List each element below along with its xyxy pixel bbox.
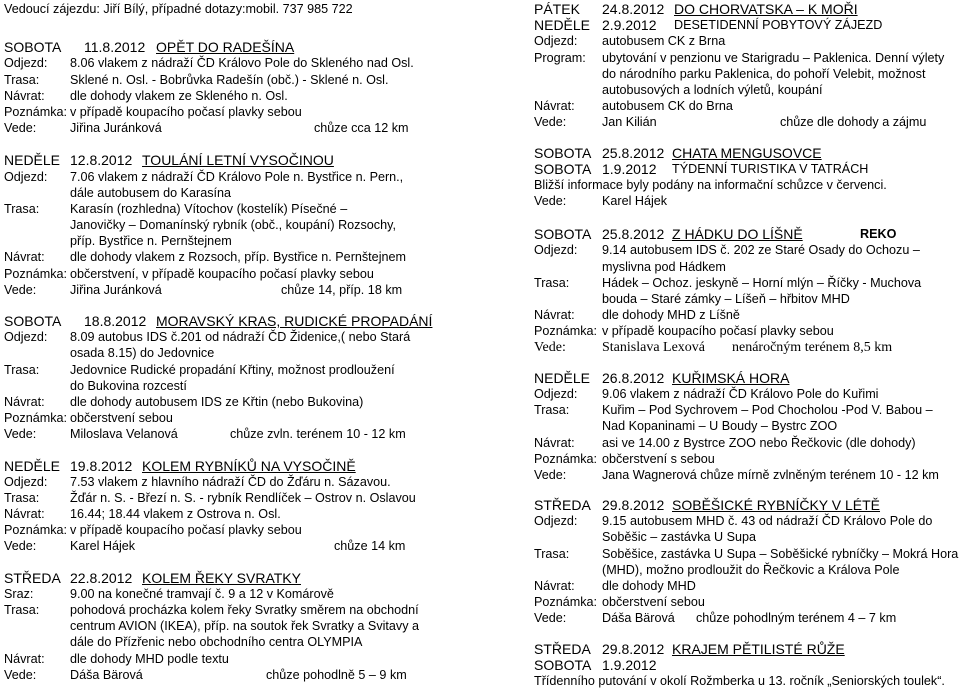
odjezd-label: Odjezd: (534, 243, 578, 258)
event-heading (4, 570, 474, 586)
event-kurimska-hora (534, 370, 954, 483)
trasa-row (534, 546, 959, 562)
program-value-cont: do národního parku Paklenica, do pohoří Velebit, možnost (602, 66, 926, 81)
vede-label: Vede: (534, 115, 567, 130)
navrat-label: Návrat: (534, 99, 575, 114)
navrat-value: dle dohody vlakem z Rozsoch, příp. Bystřice n. Pernštejnem (70, 250, 406, 265)
trasa-value-cont: příp. Bystřice n. Pernštejnem (70, 234, 232, 249)
odjezd-label: Odjezd: (534, 514, 578, 529)
trasa-row-cont (4, 634, 474, 650)
vede-row (4, 426, 474, 442)
trasa-row-cont (4, 618, 474, 634)
navrat-row (534, 578, 954, 594)
event-title: MORAVSKÝ KRAS, RUDICKÉ PROPADÁNÍ (156, 313, 433, 329)
navrat-value: dle dohody vlakem ze Skleného n. Osl. (70, 88, 288, 103)
event-heading (4, 39, 474, 55)
program-value-cont: autobusových a lodních výletů, koupání (602, 82, 823, 97)
odjezd-value-cont: myslivna pod Hádkem (602, 259, 726, 274)
odjezd-row-cont (534, 529, 954, 545)
vede-extra: nenáročným terénem 8,5 km (732, 339, 893, 355)
vede-row (534, 193, 954, 209)
trasa-value: Žďár n. S. - Březí n. S. - rybník Rendlíček – Ostrov n. Oslavou (70, 490, 416, 505)
program-row-cont (534, 82, 954, 98)
navrat-row (534, 435, 954, 451)
odjezd-value: 7.06 vlakem z nádraží ČD Královo Pole n. Bystřice n. Pern., (70, 169, 404, 184)
event-date: 1.9.2012 (602, 656, 657, 673)
event-tatry (534, 145, 954, 210)
trasa-row-cont (534, 562, 954, 578)
event-vysocina (4, 152, 474, 298)
odjezd-value: autobusem CK z Brna (602, 34, 726, 49)
trasa-row (4, 362, 474, 378)
odjezd-row (4, 474, 474, 490)
trasa-label: Trasa: (534, 546, 570, 561)
navrat-row (534, 98, 954, 114)
odjezd-label: Odjezd: (4, 330, 48, 345)
trasa-row (4, 72, 474, 88)
vede-label: Vede: (534, 194, 567, 209)
event-rybniky (4, 458, 474, 555)
poznamka-row (4, 104, 474, 120)
navrat-label: Návrat: (534, 579, 575, 593)
odjezd-row-cont (4, 185, 474, 201)
vede-value: Miloslava Velanová (70, 427, 178, 442)
vede-value: Jiřina Juránková (70, 282, 162, 297)
event-date: 22.8.2012 (70, 569, 133, 586)
navrat-value: dle dohody MHD (602, 579, 696, 593)
program-row (534, 50, 954, 66)
vede-label: Vede: (534, 467, 567, 482)
navrat-value: autobusem CK do Brna (602, 99, 733, 114)
event-subtitle: TÝDENNÍ TURISTIKA V TATRÁCH (672, 161, 869, 176)
event-day: SOBOTA (534, 656, 592, 673)
navrat-label: Návrat: (4, 651, 45, 666)
poznamka-value: občerstvení s sebou (602, 451, 715, 466)
odjezd-value: 9.14 autobusem IDS č. 202 ze Staré Osady do Ochozu – (602, 243, 920, 258)
navrat-value: asi ve 14.00 z Bystrce ZOO nebo Řečkovic (dle dohody) (602, 435, 916, 450)
navrat-value: dle dohody MHD z Líšně (602, 308, 740, 323)
sraz-row (4, 586, 474, 602)
poznamka-row (534, 594, 954, 610)
trasa-row (4, 201, 474, 217)
event-day: PÁTEK (534, 1, 580, 17)
odjezd-row (4, 169, 474, 185)
odjezd-row-cont (534, 259, 954, 275)
odjezd-row (534, 513, 954, 529)
event-day: NEDĚLE (534, 17, 591, 34)
trasa-value: Hádek – Ochoz. jeskyně – Horní mlýn – Říčky - Muchova (602, 275, 922, 290)
event-day: SOBOTA (4, 313, 62, 329)
note-text: Bližší informace byly podány na informační schůzce v červenci. (534, 177, 887, 192)
trasa-row (534, 402, 954, 418)
poznamka-label: Poznámka: (4, 523, 67, 538)
event-day: SOBOTA (534, 160, 592, 177)
vede-label: Vede: (534, 339, 566, 355)
trasa-value: pohodová procházka kolem řeky Svratky směrem na obchodní (70, 603, 419, 617)
trasa-value: Karasín (rozhledna) Vítochov (kostelík) Písečné – (70, 201, 348, 216)
trasa-value: Jedovnice Rudické propadání Křtiny, možnost prodloužení (70, 362, 395, 377)
poznamka-label: Poznámka: (534, 595, 597, 610)
event-title: DO CHORVATSKA – K MOŘI (674, 1, 858, 17)
vede-value: Stanislava Lexová (602, 339, 706, 355)
note-row (534, 673, 954, 689)
event-day: STŘEDA (534, 497, 591, 514)
event-heading (4, 313, 474, 329)
vede-value: Jan Kilián (602, 115, 657, 130)
navrat-label: Návrat: (4, 394, 45, 409)
note-row (534, 177, 954, 193)
odjezd-row (534, 33, 954, 49)
poznamka-row (4, 266, 474, 282)
trasa-value-cont: centrum AVION (IKEA), příp. na soutok řek Svratky a Svitavy a (70, 619, 420, 634)
vede-extra: chůze pohodlným terénem 4 – 7 km (696, 611, 897, 626)
event-date: 24.8.2012 (602, 1, 665, 17)
odjezd-label: Odjezd: (534, 386, 578, 401)
vede-extra: chůze dle dohody a zájmu (780, 115, 927, 130)
navrat-label: Návrat: (4, 250, 45, 265)
poznamka-row (534, 451, 954, 467)
event-heading-2 (534, 17, 954, 33)
vede-extra: chůze 14, příp. 18 km (281, 282, 403, 297)
sraz-value: 9.00 na konečné tramvají č. 9 a 12 v Komárově (70, 586, 334, 601)
event-heading-2 (534, 161, 954, 177)
vede-row (4, 282, 474, 298)
navrat-label: Návrat: (534, 435, 575, 450)
poznamka-value: občerstvení sebou (70, 411, 173, 426)
navrat-value: 16.44; 18.44 vlakem z Ostrova n. Osl. (70, 507, 281, 522)
poznamka-value: v případě koupacího počasí plavky sebou (70, 104, 302, 119)
event-title: KUŘIMSKÁ HORA (672, 369, 790, 386)
event-date: 25.8.2012 (602, 144, 665, 161)
event-heading (4, 152, 474, 168)
poznamka-value: občerstvení sebou (602, 595, 705, 610)
trasa-row-cont (4, 378, 474, 394)
odjezd-row (534, 242, 954, 258)
trasa-row-cont (4, 217, 474, 233)
right-column (534, 0, 959, 689)
poznamka-value: občerstvení, v případě koupacího počasí plavky sebou (70, 266, 374, 281)
event-date: 26.8.2012 (602, 369, 665, 386)
odjezd-label: Odjezd: (4, 474, 48, 489)
vede-value: Jiřina Juránková (70, 121, 162, 136)
event-day: NEDĚLE (534, 369, 591, 386)
trasa-value: Sklené n. Osl. - Bobrůvka Radešín (obč.) - Sklené n. Osl. (70, 72, 389, 87)
vede-label: Vede: (534, 611, 567, 626)
event-day: SOBOTA (4, 39, 62, 56)
event-day: STŘEDA (4, 569, 61, 586)
event-date: 2.9.2012 (602, 17, 657, 34)
event-petilista-ruze (534, 641, 954, 689)
vede-label: Vede: (4, 427, 37, 442)
navrat-row (4, 88, 474, 104)
odjezd-value-cont: osada 8.15) do Jedovnice (70, 346, 215, 361)
event-date: 29.8.2012 (602, 640, 665, 657)
odjezd-label: Odjezd: (534, 34, 578, 49)
odjezd-value: 8.09 autobus IDS č.201 od nádraží ČD Židenice,( nebo Stará (70, 330, 411, 345)
event-chorvatsko (534, 1, 954, 131)
event-title: KOLEM RYBNÍKŮ NA VYSOČINĚ (142, 457, 356, 474)
event-heading (534, 1, 954, 17)
trasa-row (4, 602, 474, 618)
vede-extra: chůze pohodlně 5 – 9 km (266, 667, 407, 682)
event-subtitle: DESETIDENNÍ POBYTOVÝ ZÁJEZD (674, 18, 883, 33)
odjezd-label: Odjezd: (4, 169, 48, 184)
poznamka-label: Poznámka: (4, 104, 67, 119)
event-title: TOULÁNÍ LETNÍ VYSOČINOU (142, 152, 334, 169)
event-date: 1.9.2012 (602, 160, 657, 177)
event-date: 12.8.2012 (70, 152, 133, 169)
vede-row (4, 538, 474, 554)
event-heading (534, 497, 954, 513)
trasa-value-cont: do Bukovina rozcestí (70, 378, 187, 393)
poznamka-label: Poznámka: (534, 451, 597, 466)
trasa-row (4, 490, 474, 506)
vede-row (534, 114, 954, 130)
event-hadek (534, 226, 954, 356)
vede-extra: chůze zvln. terénem 10 - 12 km (230, 427, 406, 442)
event-date: 18.8.2012 (84, 313, 147, 329)
poznamka-row (4, 410, 474, 426)
vede-label: Vede: (4, 667, 37, 682)
navrat-label: Návrat: (4, 507, 45, 522)
note-text: Třídenního putování v okolí Rožmberka u 13. ročník „Seniorských toulek“. (534, 673, 945, 688)
header-contact (4, 1, 474, 17)
event-day: NEDĚLE (4, 152, 61, 169)
header-text: Vedoucí zájezdu: Jiří Bílý, případné dotazy:mobil. 737 985 722 (4, 2, 353, 16)
trasa-row-cont (4, 233, 474, 249)
event-heading (534, 226, 954, 242)
poznamka-row (4, 522, 474, 538)
odjezd-value: 8.06 vlakem z nádraží ČD Královo Pole do Skleného nad Osl. (70, 56, 414, 71)
vede-label: Vede: (4, 539, 37, 554)
poznamka-label: Poznámka: (4, 411, 67, 426)
event-sobesicke-rybnicky (534, 497, 959, 627)
navrat-row (4, 506, 474, 522)
program-label: Program: (534, 50, 586, 65)
program-row-cont (534, 66, 954, 82)
event-heading-2 (534, 657, 954, 673)
event-title: KOLEM ŘEKY SVRATKY (142, 569, 301, 586)
program-value: ubytování v penzionu ve Starigradu – Paklenica. Denní výlety (602, 50, 945, 65)
vede-row (534, 610, 954, 626)
odjezd-value: 9.06 vlakem z nádraží ČD Královo Pole do Kuřimi (602, 386, 879, 401)
navrat-value: dle dohody MHD podle textu (70, 651, 229, 666)
trasa-label: Trasa: (534, 275, 570, 290)
sraz-label: Sraz: (4, 586, 34, 601)
event-title: OPĚT DO RADEŠÍNA (156, 39, 295, 56)
navrat-row (4, 394, 474, 410)
vede-value: Jana Wagnerová chůze mírně zvlněným terénem 10 - 12 km (602, 467, 939, 482)
navrat-row (4, 249, 474, 265)
event-title: SOBĚŠICKÉ RYBNÍČKY V LÉTĚ (672, 497, 881, 514)
event-day: SOBOTA (534, 144, 592, 161)
trasa-label: Trasa: (534, 403, 570, 418)
poznamka-label: Poznámka: (534, 324, 597, 339)
navrat-row (534, 307, 954, 323)
vede-value: Dáša Bärová (70, 667, 143, 682)
odjezd-row-cont (4, 345, 474, 361)
event-heading (534, 370, 954, 386)
trasa-value-cont: dále do Přízřenic nebo obchodního centra OLYMPIA (70, 635, 363, 650)
vede-label: Vede: (4, 121, 37, 136)
event-date: 19.8.2012 (70, 457, 133, 474)
event-day: NEDĚLE (4, 457, 61, 474)
event-date: 25.8.2012 (602, 226, 665, 243)
odjezd-value-cont: Soběšic – zastávka U Supa (602, 530, 757, 545)
vede-row (534, 467, 954, 483)
odjezd-value-cont: dále autobusem do Karasína (70, 185, 232, 200)
trasa-value-cont: Nad Kopaninami – U Boudy – Bystrc ZOO (602, 419, 838, 434)
event-day: STŘEDA (534, 640, 591, 657)
navrat-value: dle dohody autobusem IDS ze Křtin (nebo Bukovina) (70, 394, 364, 409)
trasa-row-cont (534, 418, 954, 434)
vede-value: Karel Hájek (602, 194, 668, 209)
odjezd-row (534, 386, 954, 402)
event-radesin (4, 39, 474, 136)
odjezd-row (4, 55, 474, 71)
event-heading (4, 458, 474, 474)
trasa-row (534, 275, 954, 291)
odjezd-value: 7.53 vlakem z hlavního nádraží ČD do Žďáru n. Sázavou. (70, 474, 391, 489)
navrat-row (4, 651, 474, 667)
trasa-label: Trasa: (4, 201, 40, 216)
odjezd-label: Odjezd: (4, 56, 48, 71)
trasa-value-cont: bouda – Staré zámky – Líšeň – hřbitov MHD (602, 292, 850, 306)
navrat-label: Návrat: (534, 308, 575, 323)
vede-value: Karel Hájek (70, 539, 136, 554)
trasa-value: Kuřim – Pod Sychrovem – Pod Chocholou -Pod V. Babou – (602, 403, 933, 418)
event-day: SOBOTA (534, 226, 592, 243)
navrat-label: Návrat: (4, 88, 45, 103)
trasa-value: Soběšice, zastávka U Supa – Soběšické rybníčky – Mokrá Hora (602, 546, 959, 561)
odjezd-value: 9.15 autobusem MHD č. 43 od nádraží ČD Královo Pole do (602, 514, 933, 529)
poznamka-value: v případě koupacího počasí plavky sebou (70, 523, 302, 538)
trasa-value-cont: Janovičky – Domanínský rybník (obč., koupání) Rozsochy, (70, 218, 396, 233)
trasa-value-cont: (MHD), možno prodloužit do Řečkovic a Králova Pole (602, 562, 900, 577)
event-svratka (4, 570, 474, 683)
vede-label: Vede: (4, 282, 37, 297)
trasa-label: Trasa: (4, 603, 40, 617)
event-date: 11.8.2012 (84, 39, 146, 56)
event-title: Z HÁDKU DO LÍŠNĚ (672, 226, 803, 243)
vede-row (4, 120, 474, 136)
trasa-row-cont (534, 291, 954, 307)
poznamka-row (534, 323, 954, 339)
trasa-label: Trasa: (4, 362, 40, 377)
trasa-label: Trasa: (4, 490, 40, 505)
poznamka-label: Poznámka: (4, 266, 67, 281)
event-moravsky-kras (4, 313, 474, 443)
trasa-label: Trasa: (4, 72, 40, 87)
event-title: KRAJEM PĚTILISTÉ RŮŽE (672, 640, 845, 657)
vede-row (4, 667, 474, 683)
vede-row (534, 340, 954, 356)
poznamka-value: v případě koupacího počasí plavky sebou (602, 324, 834, 339)
event-title: CHATA MENGUSOVCE (672, 144, 822, 161)
vede-extra: chůze 14 km (334, 539, 406, 554)
odjezd-row (4, 329, 474, 345)
event-heading (534, 641, 954, 657)
vede-value: Dáša Bärová (602, 611, 675, 626)
event-heading (534, 145, 954, 161)
event-date: 29.8.2012 (602, 497, 665, 514)
vede-extra: chůze cca 12 km (314, 121, 409, 136)
left-column (4, 0, 474, 683)
reko-badge: REKO (860, 227, 897, 242)
